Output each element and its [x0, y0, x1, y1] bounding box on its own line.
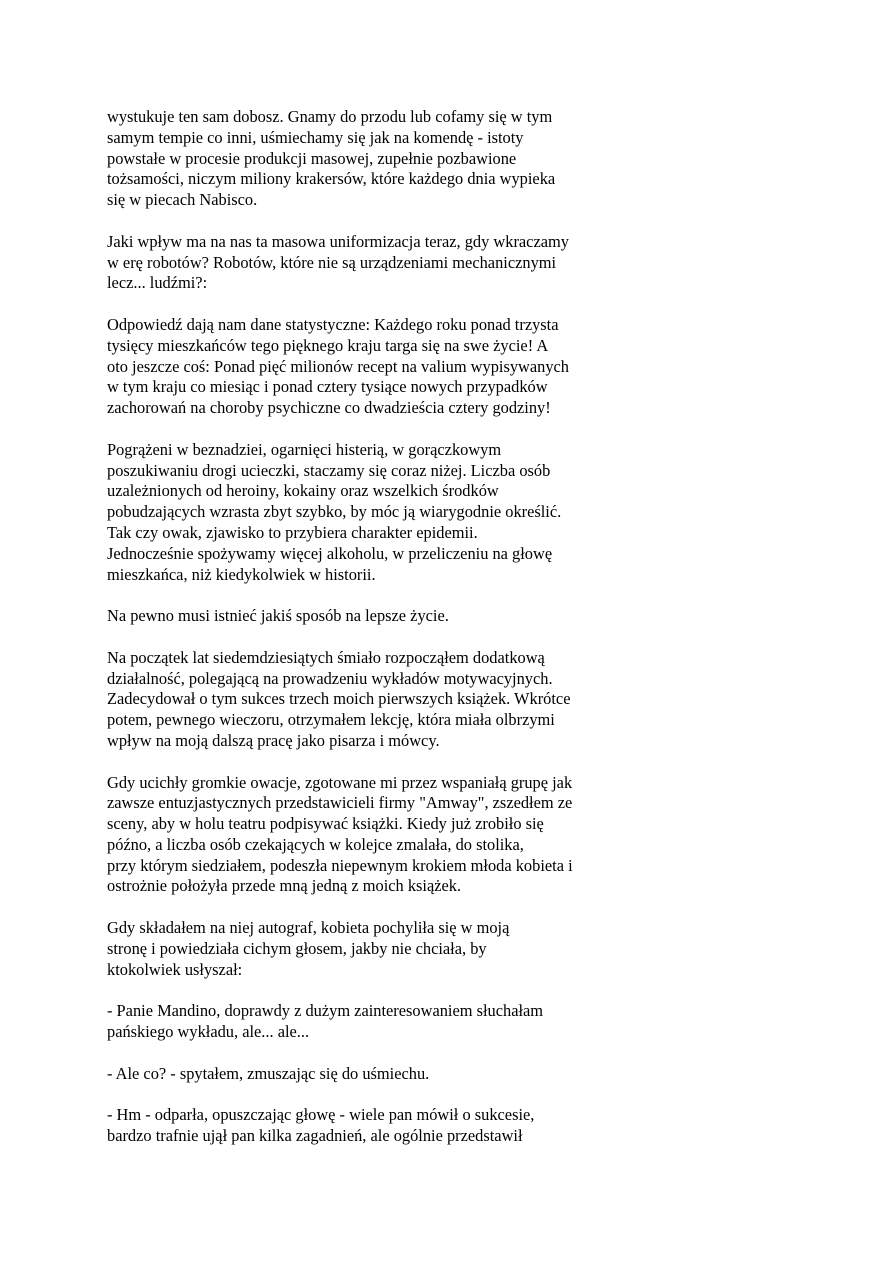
- text-line: się w piecach Nabisco.: [107, 190, 258, 210]
- paragraph: [107, 440, 647, 586]
- text-line: ktokolwiek usłyszał:: [107, 959, 243, 979]
- text-line: w tym kraju co miesiąc i ponad cztery tysiące nowych przypadków: [107, 377, 548, 397]
- text-line: tożsamości, niczym miliony krakersów, które każdego dnia wypieka: [107, 169, 556, 189]
- text-line: zachorowań na choroby psychiczne co dwadzieścia cztery godziny!: [107, 398, 551, 418]
- paragraph: [107, 1064, 647, 1085]
- text-line: Na początek lat siedemdziesiątych śmiało rozpocząłem dodatkową: [107, 647, 545, 667]
- text-line: w erę robotów? Robotów, które nie są urządzeniami mechanicznymi: [107, 252, 557, 272]
- text-line: Tak czy owak, zjawisko to przybiera charakter epidemii.: [107, 522, 478, 542]
- text-line: - Panie Mandino, doprawdy z dużym zainteresowaniem słuchałam: [107, 1001, 544, 1021]
- text-line: wpływ na moją dalszą pracę jako pisarza i mówcy.: [107, 730, 440, 750]
- text-line: tysięcy mieszkańców tego pięknego kraju targa się na swe życie! A: [107, 335, 549, 355]
- text-line: Pogrążeni w beznadziei, ogarnięci histerią, w gorączkowym: [107, 439, 502, 459]
- text-line: Jaki wpływ ma na nas ta masowa uniformizacja teraz, gdy wkraczamy: [107, 231, 569, 251]
- paragraph: [107, 315, 647, 419]
- text-line: ostrożnie położyła przede mną jedną z moich książek.: [107, 876, 462, 896]
- text-line: przy którym siedziałem, podeszła niepewnym krokiem młoda kobieta i: [107, 855, 573, 875]
- text-line: Gdy składałem na niej autograf, kobieta pochyliła się w moją: [107, 918, 510, 938]
- text-line: - Ale co? - spytałem, zmuszając się do uśmiechu.: [107, 1063, 430, 1083]
- text-line: stronę i powiedziała cichym głosem, jakby nie chciała, by: [107, 938, 487, 958]
- paragraph: [107, 773, 647, 898]
- text-line: Na pewno musi istnieć jakiś sposób na lepsze życie.: [107, 606, 449, 626]
- paragraph: [107, 107, 647, 211]
- text-line: oto jeszcze coś: Ponad pięć milionów recept na valium wypisywanych: [107, 356, 569, 376]
- paragraph: [107, 918, 647, 980]
- text-line: Odpowiedź dają nam dane statystyczne: Każdego roku ponad trzysta: [107, 314, 559, 334]
- paragraph: [107, 232, 647, 294]
- text-line: potem, pewnego wieczoru, otrzymałem lekcję, która miała olbrzymi: [107, 710, 555, 730]
- body-text: [107, 107, 647, 1168]
- text-line: Gdy ucichły gromkie owacje, zgotowane mi przez wspaniałą grupę jak: [107, 772, 573, 792]
- text-line: mieszkańca, niż kiedykolwiek w historii.: [107, 564, 376, 584]
- text-line: lecz... ludźmi?:: [107, 273, 208, 293]
- paragraph: [107, 648, 647, 752]
- text-line: uzależnionych od heroiny, kokainy oraz wszelkich środków: [107, 481, 499, 501]
- text-line: samym tempie co inni, uśmiechamy się jak na komendę - istoty: [107, 127, 524, 147]
- paragraph: [107, 1105, 647, 1147]
- text-line: pobudzających wzrasta zbyt szybko, by móc ją wiarygodnie określić.: [107, 502, 562, 522]
- text-line: Zadecydował o tym sukces trzech moich pierwszych książek. Wkrótce: [107, 689, 571, 709]
- paragraph: [107, 1001, 647, 1043]
- text-line: poszukiwaniu drogi ucieczki, staczamy się coraz niżej. Liczba osób: [107, 460, 551, 480]
- paragraph: [107, 606, 647, 627]
- text-line: bardzo trafnie ujął pan kilka zagadnień, ale ogólnie przedstawił: [107, 1126, 523, 1146]
- text-line: Jednocześnie spożywamy więcej alkoholu, w przeliczeniu na głowę: [107, 543, 553, 563]
- text-line: późno, a liczba osób czekających w kolejce zmalała, do stolika,: [107, 834, 524, 854]
- text-line: pańskiego wykładu, ale... ale...: [107, 1022, 310, 1042]
- text-line: zawsze entuzjastycznych przedstawicieli firmy "Amway", zszedłem ze: [107, 793, 573, 813]
- text-line: - Hm - odparła, opuszczając głowę - wiele pan mówił o sukcesie,: [107, 1105, 535, 1125]
- text-line: wystukuje ten sam dobosz. Gnamy do przodu lub cofamy się w tym: [107, 107, 553, 126]
- text-line: działalność, polegającą na prowadzeniu wykładów motywacyjnych.: [107, 668, 553, 688]
- text-line: sceny, aby w holu teatru podpisywać książki. Kiedy już zrobiło się: [107, 814, 544, 834]
- text-line: powstałe w procesie produkcji masowej, zupełnie pozbawione: [107, 148, 517, 168]
